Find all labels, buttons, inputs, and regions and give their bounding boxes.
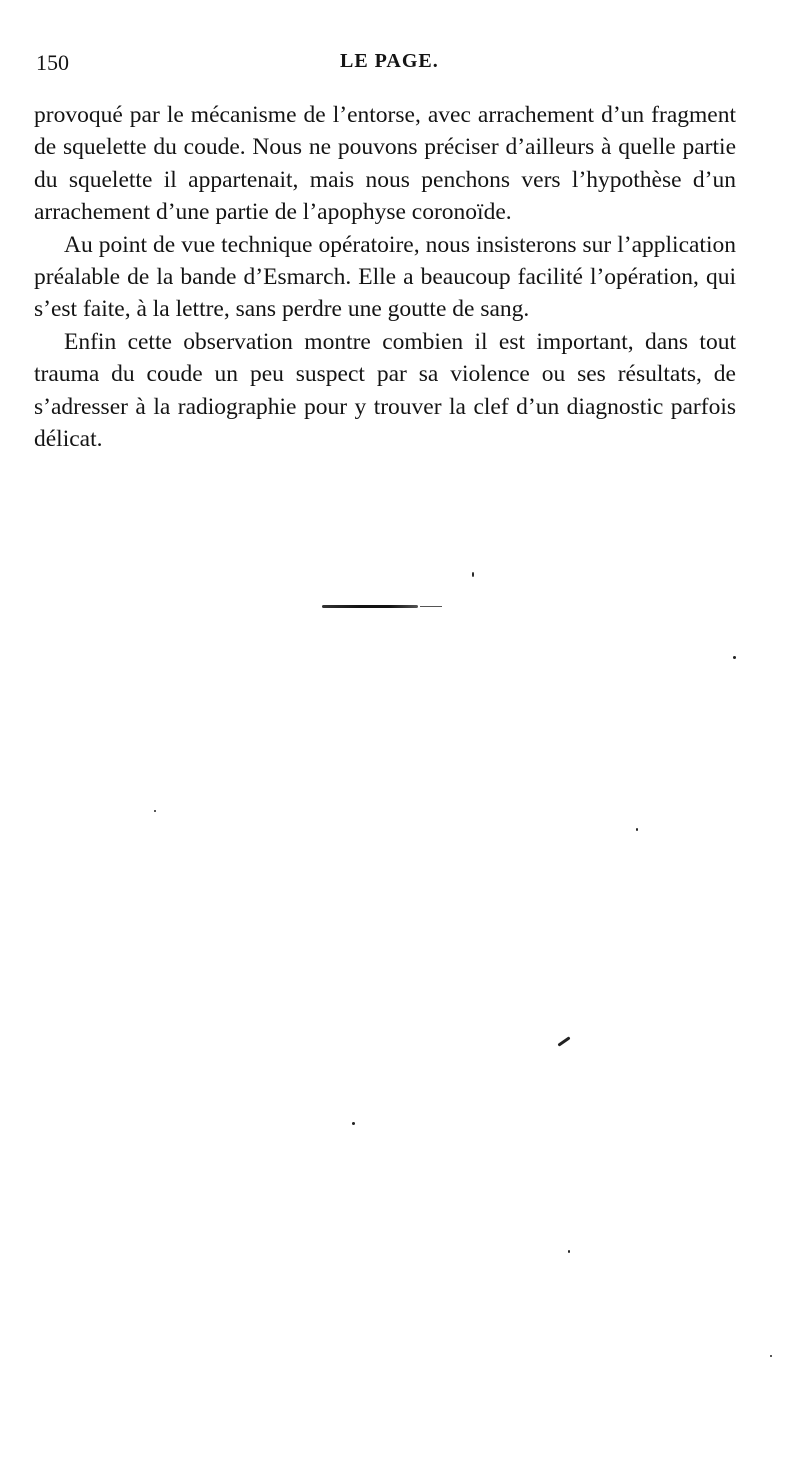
scan-speck [636,828,638,831]
rule-thick-segment [322,605,418,608]
paragraph: provoqué par le mécanisme de l’entorse, avec arrachement d’un fragment de squelette du coude. Nous ne pouvons préciser d’ailleurs à quelle partie du squelette il appartenait, mais nous penchons vers l’hypothèse d’un arrachement d’une partie de l’apophyse coronoïde. [34,102,736,226]
section-end-rule [322,605,442,608]
scan-ink-mark [557,1036,570,1046]
rule-thin-segment [420,606,442,607]
scan-speck [352,1122,355,1125]
running-head: LE PAGE. [340,50,439,72]
paragraph: Enfin cette observation montre combien il est important, dans tout trauma du coude un peu suspect par sa violence ou ses résultats, de s’adresser à la radiographie pour y trouver la clef d’un diagnostic parfois délicat. [34,328,736,453]
scan-speck [568,1250,570,1253]
body-text [34,99,736,455]
scan-speck [770,1355,772,1357]
scan-speck [154,810,156,812]
scan-speck [472,572,474,577]
page-number: 150 [36,50,69,75]
page-header [36,50,736,80]
paragraph: Au point de vue technique opératoire, nous insisterons sur l’application préalable de la bande d’Esmarch. Elle a beaucoup facilité l’opération, qui s’est faite, à la lettre, sans perdre une goutte de sang. [34,231,736,323]
scan-speck [733,656,736,659]
